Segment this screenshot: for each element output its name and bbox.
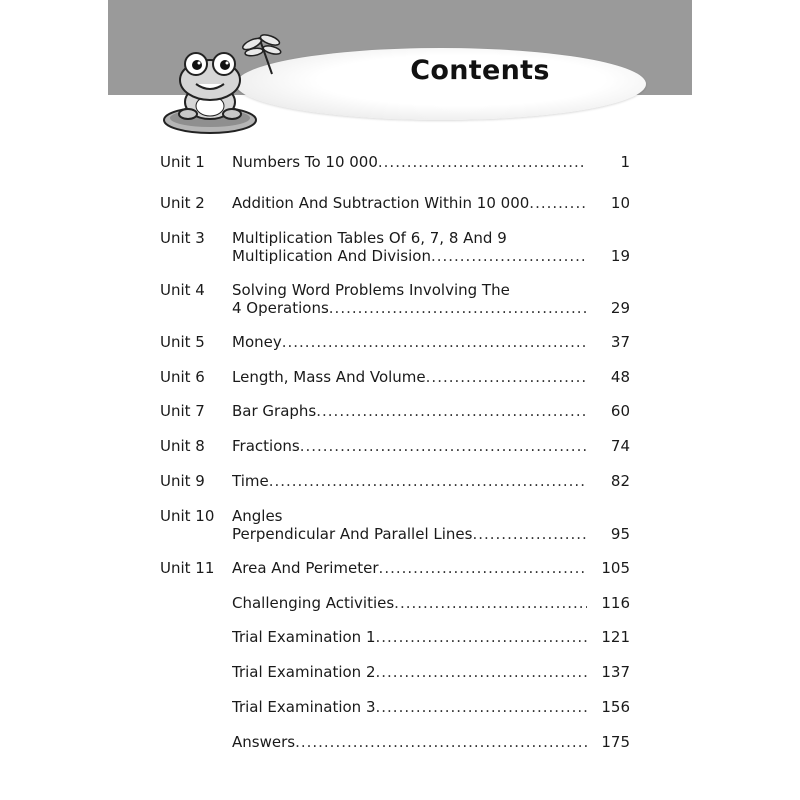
entry-title: Area And Perimeter — [232, 559, 379, 577]
unit-label: Unit 5 — [160, 333, 205, 351]
page-number: 137 — [601, 663, 630, 681]
dot-leader — [426, 368, 587, 386]
dot-leader — [379, 559, 587, 577]
page-title: Contents — [410, 55, 550, 86]
page-number: 74 — [610, 437, 630, 455]
dot-leader — [316, 402, 587, 420]
entry-title: Fractions — [232, 437, 300, 455]
entry-title: Trial Examination 2 — [232, 663, 376, 681]
entry-title-line-2: Perpendicular And Parallel Lines — [232, 525, 473, 543]
dot-leader — [295, 733, 587, 751]
dot-leader — [376, 663, 588, 681]
unit-label: Unit 8 — [160, 437, 205, 455]
unit-label: Unit 9 — [160, 472, 205, 490]
unit-label: Unit 6 — [160, 368, 205, 386]
page-number: 175 — [601, 733, 630, 751]
entry-title: Trial Examination 3 — [232, 698, 376, 716]
page-number: 19 — [610, 247, 630, 265]
entry-title: Trial Examination 1 — [232, 628, 376, 646]
entry-title-line-2: 4 Operations — [232, 299, 329, 317]
unit-label: Unit 2 — [160, 194, 205, 212]
page-number: 10 — [610, 194, 630, 212]
entry-title: Time — [232, 472, 269, 490]
dot-leader — [376, 628, 588, 646]
dot-leader — [472, 525, 587, 543]
dot-leader — [300, 437, 587, 455]
page-number: 105 — [601, 559, 630, 577]
page-number: 29 — [610, 299, 630, 317]
page-number: 121 — [601, 628, 630, 646]
dot-leader — [431, 247, 587, 265]
dot-leader — [378, 153, 587, 171]
entry-title: Answers — [232, 733, 296, 751]
page-number: 37 — [610, 333, 630, 351]
page-number: 116 — [601, 594, 630, 612]
dot-leader — [282, 333, 587, 351]
page-number: 60 — [610, 402, 630, 420]
entry-title: Bar Graphs — [232, 402, 317, 420]
entry-title-line-2: Multiplication And Division — [232, 247, 431, 265]
entry-title: Challenging Activities — [232, 594, 395, 612]
page-number: 82 — [610, 472, 630, 490]
dot-leader — [329, 299, 587, 317]
page-number: 1 — [620, 153, 630, 171]
unit-label: Unit 1 — [160, 153, 205, 171]
dot-leader — [269, 472, 587, 490]
unit-label: Unit 4 — [160, 281, 205, 299]
unit-label: Unit 3 — [160, 229, 205, 247]
dot-leader — [394, 594, 587, 612]
entry-title: Length, Mass And Volume — [232, 368, 426, 386]
unit-label: Unit 10 — [160, 507, 215, 525]
unit-label: Unit 7 — [160, 402, 205, 420]
dot-leader — [529, 194, 587, 212]
entry-title: Numbers To 10 000 — [232, 153, 378, 171]
book-page — [108, 0, 692, 800]
dot-leader — [376, 698, 588, 716]
entry-title: Solving Word Problems Involving The — [232, 281, 510, 299]
entry-title: Multiplication Tables Of 6, 7, 8 And 9 — [232, 229, 507, 247]
entry-title: Money — [232, 333, 282, 351]
page-number: 48 — [610, 368, 630, 386]
entry-title: Addition And Subtraction Within 10 000 — [232, 194, 530, 212]
page-number: 95 — [610, 525, 630, 543]
page-number: 156 — [601, 698, 630, 716]
unit-label: Unit 11 — [160, 559, 215, 577]
entry-title: Angles — [232, 507, 283, 525]
